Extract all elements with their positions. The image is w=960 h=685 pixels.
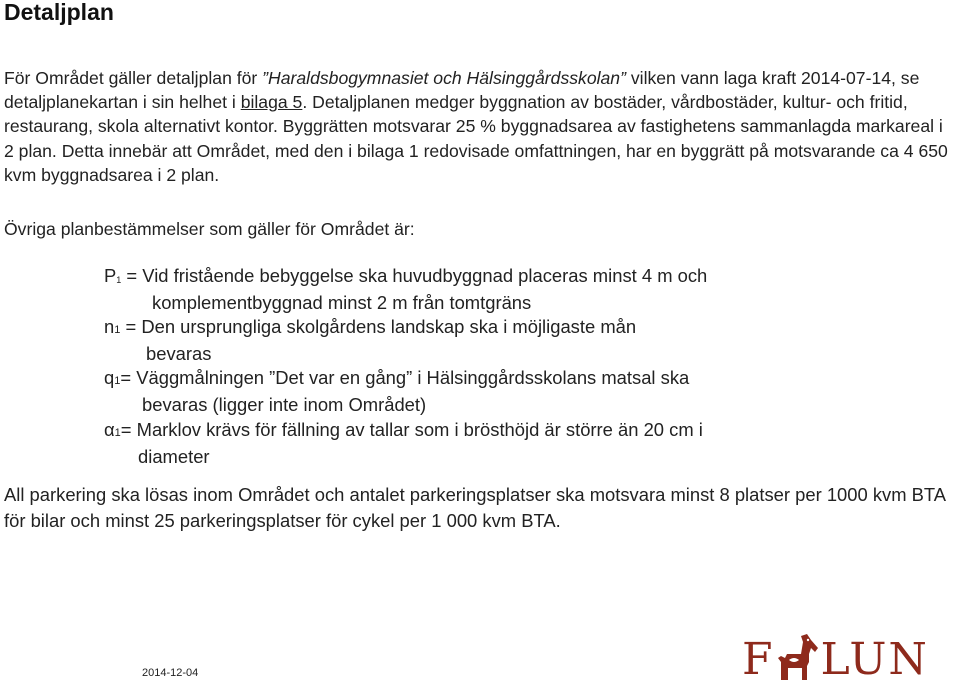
rule-text-continued: diameter xyxy=(138,445,210,467)
falun-logo xyxy=(742,632,929,685)
rule-text: Vid fristående bebyggelse ska huvudbyggnad placeras minst 4 m och xyxy=(142,265,708,286)
rule-text: Marklov krävs för fällning av tallar som i brösthöjd är större än 20 cm i xyxy=(136,418,703,440)
logo-letters-lun: LUN xyxy=(820,634,929,685)
rule-p1: $P_1$ = Vid fristående bebyggelse ska huvudbyggnad placeras minst 4 m och komplementbyggnad minst 2 m från tomtgräns xyxy=(104,264,924,315)
rule-q1: q1= Väggmålningen ”Det var en gång” i Hälsinggårdsskolans matsal ska bevaras (ligger inte inom Området) xyxy=(104,366,924,417)
rule-symbol: q1 xyxy=(104,367,121,389)
rule-text: Den ursprungliga skolgårdens landskap ska i möjligaste mån xyxy=(141,316,637,338)
intro-text-3: . Detaljplanen medger byggnation av bostäder, vårdbostäder, kultur- och fritid, restaurang, skola alternativt kontor. Byggrätten motsvarar 25 % byggnadsarea av fastighetens sammanlagda markareal i 2 plan. Detta innebär att Området, med den i bilaga 1 redovisade omfattningen, har en byggrätt på motsvarande ca 4 650 kvm byggnadsarea i 2 plan. xyxy=(4,92,948,185)
footer-date: 2014-12-04 xyxy=(142,667,199,679)
other-rules-heading: Övriga planbestämmelser som gäller för Området är: xyxy=(4,219,415,239)
rule-symbol: n1 xyxy=(104,316,121,338)
rule-symbol: α1 xyxy=(104,418,121,440)
page-title: Detaljplan xyxy=(4,0,114,25)
plan-name: ”Haraldsbogymnasiet och Hälsinggårdsskolan” xyxy=(262,68,626,88)
intro-text-2: vilken vann laga kraft 2014-07-14, se detaljplanekartan i sin helhet i xyxy=(4,68,920,113)
parking-paragraph: All parkering ska lösas inom Området och antalet parkeringsplatser ska motsvara minst 8 platser per 1000 kvm BTA för bilar och minst 25 parkeringsplatser för cykel per 1 000 kvm BTA. xyxy=(4,484,946,531)
rules-list xyxy=(104,264,924,469)
rule-text: Väggmålningen ”Det var en gång” i Hälsinggårdsskolans matsal ska xyxy=(136,367,690,389)
rule-symbol: $P_1$ xyxy=(104,265,122,286)
rule-alpha1: α1= Marklov krävs för fällning av tallar som i brösthöjd är större än 20 cm i diameter xyxy=(104,418,924,469)
logo-letter-f: F xyxy=(742,634,775,685)
rule-text-continued: bevaras (ligger inte inom Området) xyxy=(142,394,427,416)
bilaga-link[interactable]: bilaga 5 xyxy=(240,92,303,113)
rule-n1: n1 = Den ursprungliga skolgårdens landskap ska i möjligaste mån bevaras xyxy=(104,315,924,366)
intro-text-1: För Området gäller detaljplan för xyxy=(4,68,263,88)
intro-paragraph xyxy=(4,66,954,187)
dala-horse-icon xyxy=(775,632,821,682)
rule-text-continued: bevaras xyxy=(146,343,212,365)
rule-text-continued: komplementbyggnad minst 2 m från tomtgräns xyxy=(152,292,532,314)
